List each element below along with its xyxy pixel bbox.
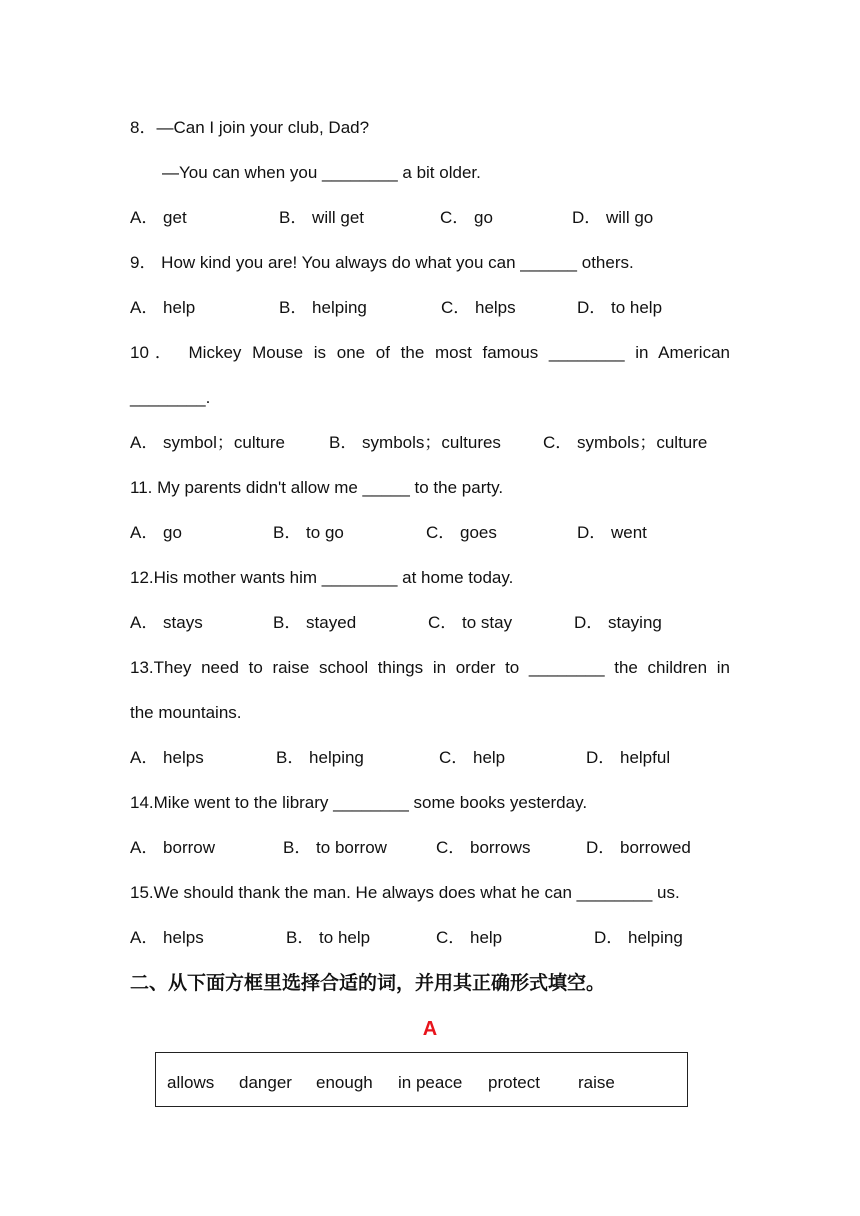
q10-option-c[interactable]: C． symbols；culture xyxy=(543,433,708,452)
q14-option-b[interactable]: B． to borrow xyxy=(283,838,387,857)
q8-option-d[interactable]: D． will go xyxy=(572,208,654,227)
word-box-title: A xyxy=(422,1018,438,1040)
word-box-item: danger xyxy=(239,1073,292,1092)
q8-number: 8． xyxy=(130,118,157,137)
q9-option-a[interactable]: A． help xyxy=(130,298,196,317)
q11-option-a[interactable]: A． go xyxy=(130,523,182,542)
q10-option-b[interactable]: B． symbols；cultures xyxy=(329,433,501,452)
q15-option-d[interactable]: D． helping xyxy=(594,928,683,947)
q8-stem xyxy=(130,117,369,139)
q14-stem: 14.Mike went to the library ________ some books yesterday. xyxy=(130,793,588,812)
q13-stem: 13.They need to raise school things in order to ________ the children in xyxy=(130,658,730,677)
q14-option-a[interactable]: A． borrow xyxy=(130,838,216,857)
q9-option-b[interactable]: B． helping xyxy=(279,298,367,317)
word-box xyxy=(155,1052,688,1107)
q15-option-c[interactable]: C． help xyxy=(436,928,503,947)
q8-option-b[interactable]: B． will get xyxy=(279,208,365,227)
q11-option-b[interactable]: B． to go xyxy=(273,523,344,542)
q11-option-d[interactable]: D． went xyxy=(577,523,647,542)
q10-stem: 10． Mickey Mouse is one of the most famous ________ in American xyxy=(130,343,730,362)
q10-stem-line2: ________. xyxy=(130,388,211,407)
q12-option-c[interactable]: C． to stay xyxy=(428,613,513,632)
q15-option-b[interactable]: B． to help xyxy=(286,928,371,947)
q9-stem: 9． How kind you are! You always do what you can ______ others. xyxy=(130,253,634,272)
q13-option-c[interactable]: C． help xyxy=(439,748,506,767)
q12-stem: 12.His mother wants him ________ at home today. xyxy=(130,568,514,587)
q8-stem-text: —Can I join your club, Dad? xyxy=(156,118,370,137)
q8-option-c[interactable]: C． go xyxy=(440,208,493,227)
q8-stem-line2: —You can when you ________ a bit older. xyxy=(162,163,481,182)
word-box-item: in peace xyxy=(398,1073,463,1092)
q9-option-c[interactable]: C． helps xyxy=(441,298,516,317)
q11-stem: 11. My parents didn't allow me _____ to the party. xyxy=(130,478,504,497)
q13-stem-line2: the mountains. xyxy=(130,703,242,722)
q14-option-d[interactable]: D． borrowed xyxy=(586,838,691,857)
q15-option-a[interactable]: A． helps xyxy=(130,928,204,947)
q10-option-a[interactable]: A． symbol；culture xyxy=(130,433,285,452)
word-box-item: enough xyxy=(316,1073,373,1092)
q9-option-d[interactable]: D． to help xyxy=(577,298,663,317)
q12-option-a[interactable]: A． stays xyxy=(130,613,203,632)
q13-option-d[interactable]: D． helpful xyxy=(586,748,671,767)
word-box-item: raise xyxy=(578,1073,615,1092)
section-heading: 二、从下面方框里选择合适的词，并用其正确形式填空。 xyxy=(130,972,606,994)
q13-option-b[interactable]: B． helping xyxy=(276,748,364,767)
q15-stem: 15.We should thank the man. He always does what he can ________ us. xyxy=(130,883,680,902)
q8-option-a[interactable]: A． get xyxy=(130,208,187,227)
word-box-item: protect xyxy=(488,1073,540,1092)
q13-option-a[interactable]: A． helps xyxy=(130,748,204,767)
q12-option-d[interactable]: D． staying xyxy=(574,613,662,632)
q12-option-b[interactable]: B． stayed xyxy=(273,613,357,632)
word-box-item: allows xyxy=(167,1073,215,1092)
q11-option-c[interactable]: C． goes xyxy=(426,523,497,542)
q14-option-c[interactable]: C． borrows xyxy=(436,838,531,857)
